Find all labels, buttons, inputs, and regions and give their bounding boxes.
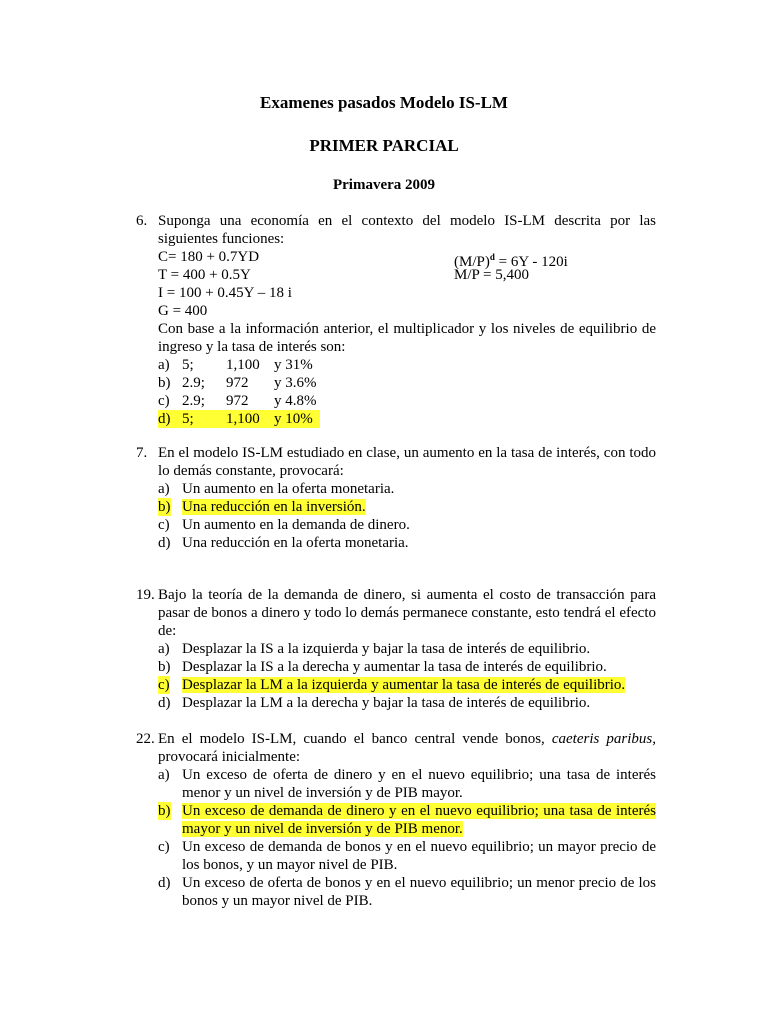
question-text: Con base a la información anterior, el multiplicador y los niveles de equilibrio de ingreso y la tasa de interés son: — [158, 321, 656, 355]
question-number: 7. — [136, 445, 148, 461]
question-text: Bajo la teoría de la demanda de dinero, si aumenta el costo de transacción para pasar de bonos a dinero y todo lo demás permanece constante, esto tendrá el efecto de: — [158, 587, 656, 639]
option-c-highlighted: c) Desplazar la LM a la izquierda y aumentar la tasa de interés de equilibrio. — [158, 677, 626, 693]
question-22 — [136, 730, 656, 910]
equation-row — [136, 266, 656, 284]
question-intro: Suponga una economía en el contexto del modelo IS-LM descrita por las siguientes funciones: — [158, 213, 656, 247]
options-list — [158, 356, 656, 428]
question-number: 22. — [136, 731, 155, 747]
latin-phrase: caeteris paribus, — [551, 731, 656, 747]
equation-consumption: C= 180 + 0.7YD — [158, 249, 260, 265]
question-6 — [136, 212, 656, 428]
equation-investment: I = 100 + 0.45Y – 18 i — [158, 285, 292, 301]
option-c: c) Un aumento en la demanda de dinero. — [158, 517, 410, 533]
exam-term: Primavera 2009 — [332, 177, 436, 193]
option-a: a) Desplazar la IS a la izquierda y bajar la tasa de interés de equilibrio. — [158, 641, 591, 657]
question-number: 6. — [136, 213, 148, 229]
question-19 — [136, 586, 656, 712]
options-list — [158, 766, 656, 910]
option-b: b) Desplazar la IS a la derecha y aumentar la tasa de interés de equilibrio. — [158, 659, 607, 675]
equation-money-supply: M/P = 5,400 — [454, 267, 529, 283]
question-text: En el modelo IS-LM, cuando el banco central vende bonos, caeteris paribus, provocará inicialmente: — [158, 731, 656, 765]
option-b-highlighted: b) Un exceso de demanda de dinero y en el nuevo equilibrio; una tasa de interés mayor y un nivel de inversión y de PIB menor. — [158, 803, 656, 837]
option-d: d) Un exceso de oferta de bonos y en el nuevo equilibrio; un menor precio de los bonos y un mayor nivel de PIB. — [158, 875, 656, 909]
equation-government: G = 400 — [158, 303, 208, 319]
options-list — [158, 640, 656, 712]
equation-row — [136, 248, 656, 270]
document-title: Examenes pasados Modelo IS-LM — [260, 93, 508, 112]
option-c: c) 2.9; 972 y 4.8% — [158, 393, 317, 409]
options-list — [158, 480, 656, 552]
equation-taxes: T = 400 + 0.5Y — [158, 267, 251, 283]
option-a: a) Un exceso de oferta de dinero y en el nuevo equilibrio; una tasa de interés menor y un nivel de inversión y de PIB mayor. — [158, 767, 656, 801]
equation-money-demand: $(M/P)^d = 6Y - 120i$ — [454, 252, 568, 270]
option-b: b) 2.9; 972 y 3.6% — [158, 375, 317, 391]
option-b-highlighted: b) Una reducción en la inversión. — [158, 499, 366, 515]
question-text: En el modelo IS-LM estudiado en clase, un aumento en la tasa de interés, con todo lo demás constante, provocará: — [158, 445, 656, 479]
option-a: a) Un aumento en la oferta monetaria. — [158, 481, 395, 497]
option-d: d) Desplazar la LM a la derecha y bajar la tasa de interés de equilibrio. — [158, 695, 591, 711]
equation-row — [136, 302, 656, 320]
question-7 — [136, 444, 656, 552]
option-d-highlighted: d) 5; 1,100 y 10% — [158, 410, 656, 428]
option-a: a) 5; 1,100 y 31% — [158, 357, 313, 373]
exam-subtitle: PRIMER PARCIAL — [309, 136, 459, 155]
option-c: c) Un exceso de demanda de bonos y en el nuevo equilibrio; un mayor precio de los bonos, y un mayor nivel de PIB. — [158, 839, 656, 873]
equation-row — [136, 284, 656, 302]
question-number: 19. — [136, 587, 155, 603]
option-d: d) Una reducción en la oferta monetaria. — [158, 535, 409, 551]
